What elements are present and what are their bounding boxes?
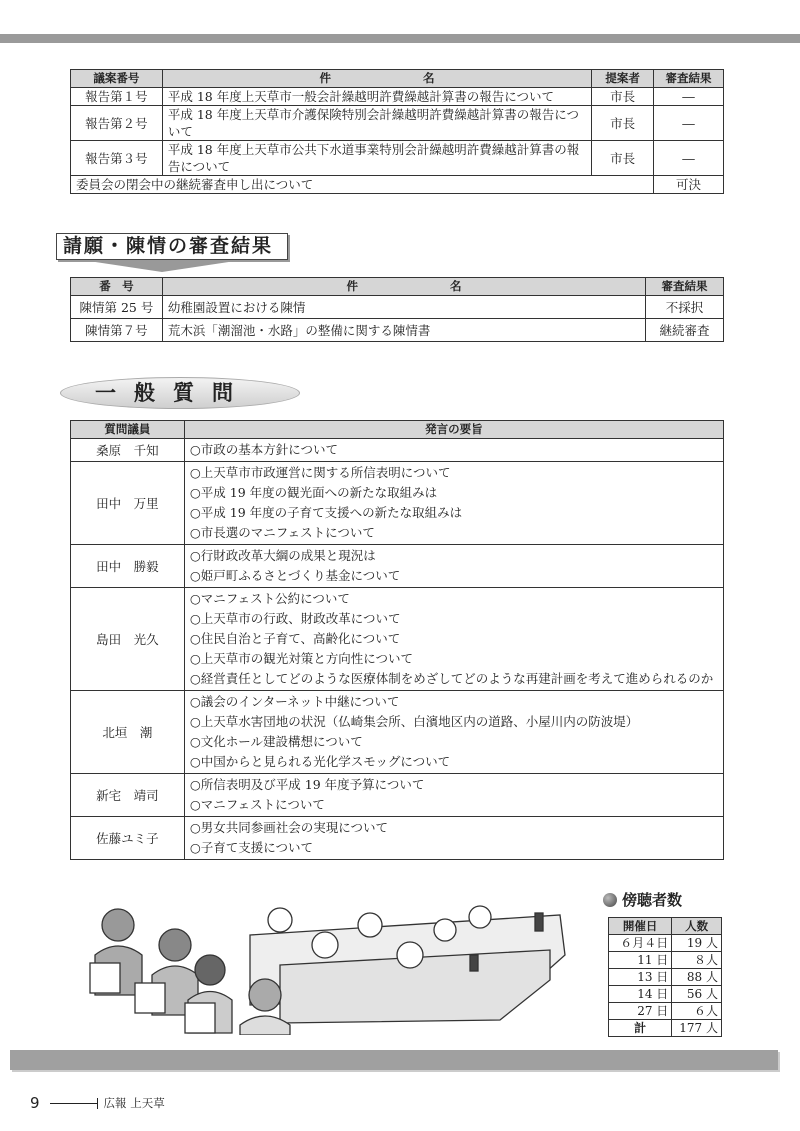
question-item: ○上天草市市政運営に関する所信表明について	[189, 465, 451, 480]
question-item: ○子育て支援について	[189, 840, 314, 855]
aud-date: ６月４日	[609, 935, 672, 952]
header-proposer: 提案者	[592, 70, 654, 88]
bill-result: ―	[654, 88, 724, 106]
question-item: ○平成 19 年度の子育て支援への新たな取組みは	[189, 505, 463, 520]
bill-proposer: 市長	[592, 88, 654, 106]
page-number: 9	[30, 1094, 40, 1112]
petition-result: 継続審査	[646, 319, 724, 342]
header-title: 件 名	[162, 278, 645, 296]
table-row	[609, 969, 722, 986]
question-items	[184, 588, 723, 691]
audience-table	[608, 917, 722, 1037]
bill-title: 平成 18 年度上天草市介護保険特別会計繰越明許費繰越計算書の報告について	[162, 106, 591, 141]
bills-header	[71, 70, 724, 88]
member-name: 新宅 靖司	[71, 774, 185, 817]
bill-result: ―	[654, 106, 724, 141]
question-item: ○文化ホール建設構想について	[189, 734, 363, 749]
question-item: ○議会のインターネット中継について	[189, 694, 400, 709]
member-name: 佐藤ユミ子	[71, 817, 185, 860]
question-item: ○市長選のマニフェストについて	[189, 525, 375, 540]
closing-result: 可決	[654, 176, 724, 194]
table-row	[71, 817, 724, 860]
footer-rule	[50, 1103, 98, 1104]
bill-no: 報告第２号	[71, 106, 163, 141]
table-row	[71, 176, 724, 194]
bill-proposer: 市長	[592, 141, 654, 176]
petition-title: 幼稚園設置における陳情	[162, 296, 645, 319]
question-item: ○経営責任としてどのような医療体制をめざしてどのような再建計画を考えて進められるのか	[189, 671, 714, 686]
question-item: ○姫戸町ふるさとづくり基金について	[189, 568, 401, 583]
question-item: ○平成 19 年度の観光面への新たな取組みは	[189, 485, 438, 500]
member-name: 島田 光久	[71, 588, 185, 691]
petitions-header	[71, 278, 724, 296]
question-item: ○マニフェスト公約について	[189, 591, 350, 606]
question-item: ○上天草市の観光対策と方向性について	[189, 651, 414, 666]
header-date: 開催日	[609, 918, 672, 935]
audience-header	[609, 918, 722, 935]
table-row	[609, 952, 722, 969]
audience-title-text: 傍聴者数	[622, 891, 683, 909]
member-name: 田中 勝毅	[71, 545, 185, 588]
table-row	[71, 319, 724, 342]
table-row	[71, 296, 724, 319]
table-row	[609, 935, 722, 952]
question-item: ○男女共同参画社会の実現について	[189, 820, 389, 835]
table-row	[71, 545, 724, 588]
aud-count: ８人	[672, 952, 722, 969]
audience-title	[603, 889, 682, 910]
question-items	[184, 817, 723, 860]
aud-date: 14 日	[609, 986, 672, 1003]
petition-no: 陳情第７号	[71, 319, 163, 342]
questions-section-title: 一般質問	[60, 377, 300, 409]
header-count: 人数	[672, 918, 722, 935]
question-item: ○行財政改革大綱の成果と現況は	[189, 548, 376, 563]
questions-header	[71, 421, 724, 439]
header-number: 番 号	[71, 278, 163, 296]
table-row	[609, 1020, 722, 1037]
bill-result: ―	[654, 141, 724, 176]
question-item: ○中国からと見られる光化学スモッグについて	[189, 754, 451, 769]
bill-title: 平成 18 年度上天草市一般会計繰越明許費繰越計算書の報告について	[162, 88, 591, 106]
member-name: 北垣 潮	[71, 691, 185, 774]
questions-table	[70, 420, 724, 860]
petition-title: 荒木浜「潮溜池・水路」の整備に関する陳情書	[162, 319, 645, 342]
table-row	[71, 774, 724, 817]
aud-count: 19 人	[672, 935, 722, 952]
aud-count: 56 人	[672, 986, 722, 1003]
section-arrow	[82, 260, 242, 272]
question-item: ○マニフェストについて	[189, 797, 325, 812]
bill-no: 報告第１号	[71, 88, 163, 106]
table-row	[71, 439, 724, 462]
aud-count: ６人	[672, 1003, 722, 1020]
petitions-table	[70, 277, 724, 342]
question-items	[184, 774, 723, 817]
header-result: 審査結果	[654, 70, 724, 88]
table-row	[71, 588, 724, 691]
table-row	[71, 141, 724, 176]
closing-title: 委員会の閉会中の継続審査申し出について	[71, 176, 654, 194]
question-item: ○上天草水害団地の状況（仏崎集会所、白濱地区内の道路、小屋川内の防波堤）	[189, 714, 639, 729]
question-item: ○住民自治と子育て、高齢化について	[189, 631, 401, 646]
bill-no: 報告第３号	[71, 141, 163, 176]
petition-no: 陳情第 25 号	[71, 296, 163, 319]
table-row	[71, 462, 724, 545]
petitions-section-title: 請願・陳情の審査結果	[56, 233, 288, 260]
aud-total: 177 人	[672, 1020, 722, 1037]
aud-date: 13 日	[609, 969, 672, 986]
top-bar	[0, 34, 800, 43]
member-name: 桑原 千知	[71, 439, 185, 462]
question-items	[184, 691, 723, 774]
bill-proposer: 市長	[592, 106, 654, 141]
question-item: ○上天草市の行政、財政改革について	[189, 611, 401, 626]
aud-date: 11 日	[609, 952, 672, 969]
table-row	[609, 1003, 722, 1020]
header-member: 質問議員	[71, 421, 185, 439]
aud-date: 27 日	[609, 1003, 672, 1020]
table-row	[71, 88, 724, 106]
aud-count: 88 人	[672, 969, 722, 986]
bill-title: 平成 18 年度上天草市公共下水道事業特別会計繰越明許費繰越計算書の報告について	[162, 141, 591, 176]
member-name: 田中 万里	[71, 462, 185, 545]
question-item: ○市政の基本方針について	[189, 442, 339, 457]
bottom-bar	[10, 1050, 778, 1070]
bills-table	[70, 69, 724, 194]
page-footer	[30, 1094, 165, 1112]
question-items	[184, 545, 723, 588]
question-items	[184, 462, 723, 545]
header-summary: 発言の要旨	[184, 421, 723, 439]
header-bill-no: 議案番号	[71, 70, 163, 88]
magazine-name: 広報 上天草	[103, 1096, 165, 1110]
table-row	[609, 986, 722, 1003]
audience-illustration	[80, 895, 570, 1035]
table-row	[71, 691, 724, 774]
question-items	[184, 439, 723, 462]
question-item: ○所信表明及び平成 19 年度予算について	[189, 777, 425, 792]
table-row	[71, 106, 724, 141]
bullet-icon	[603, 893, 617, 907]
aud-total-label: 計	[609, 1020, 672, 1037]
petition-result: 不採択	[646, 296, 724, 319]
header-title: 件 名	[162, 70, 591, 88]
header-result: 審査結果	[646, 278, 724, 296]
